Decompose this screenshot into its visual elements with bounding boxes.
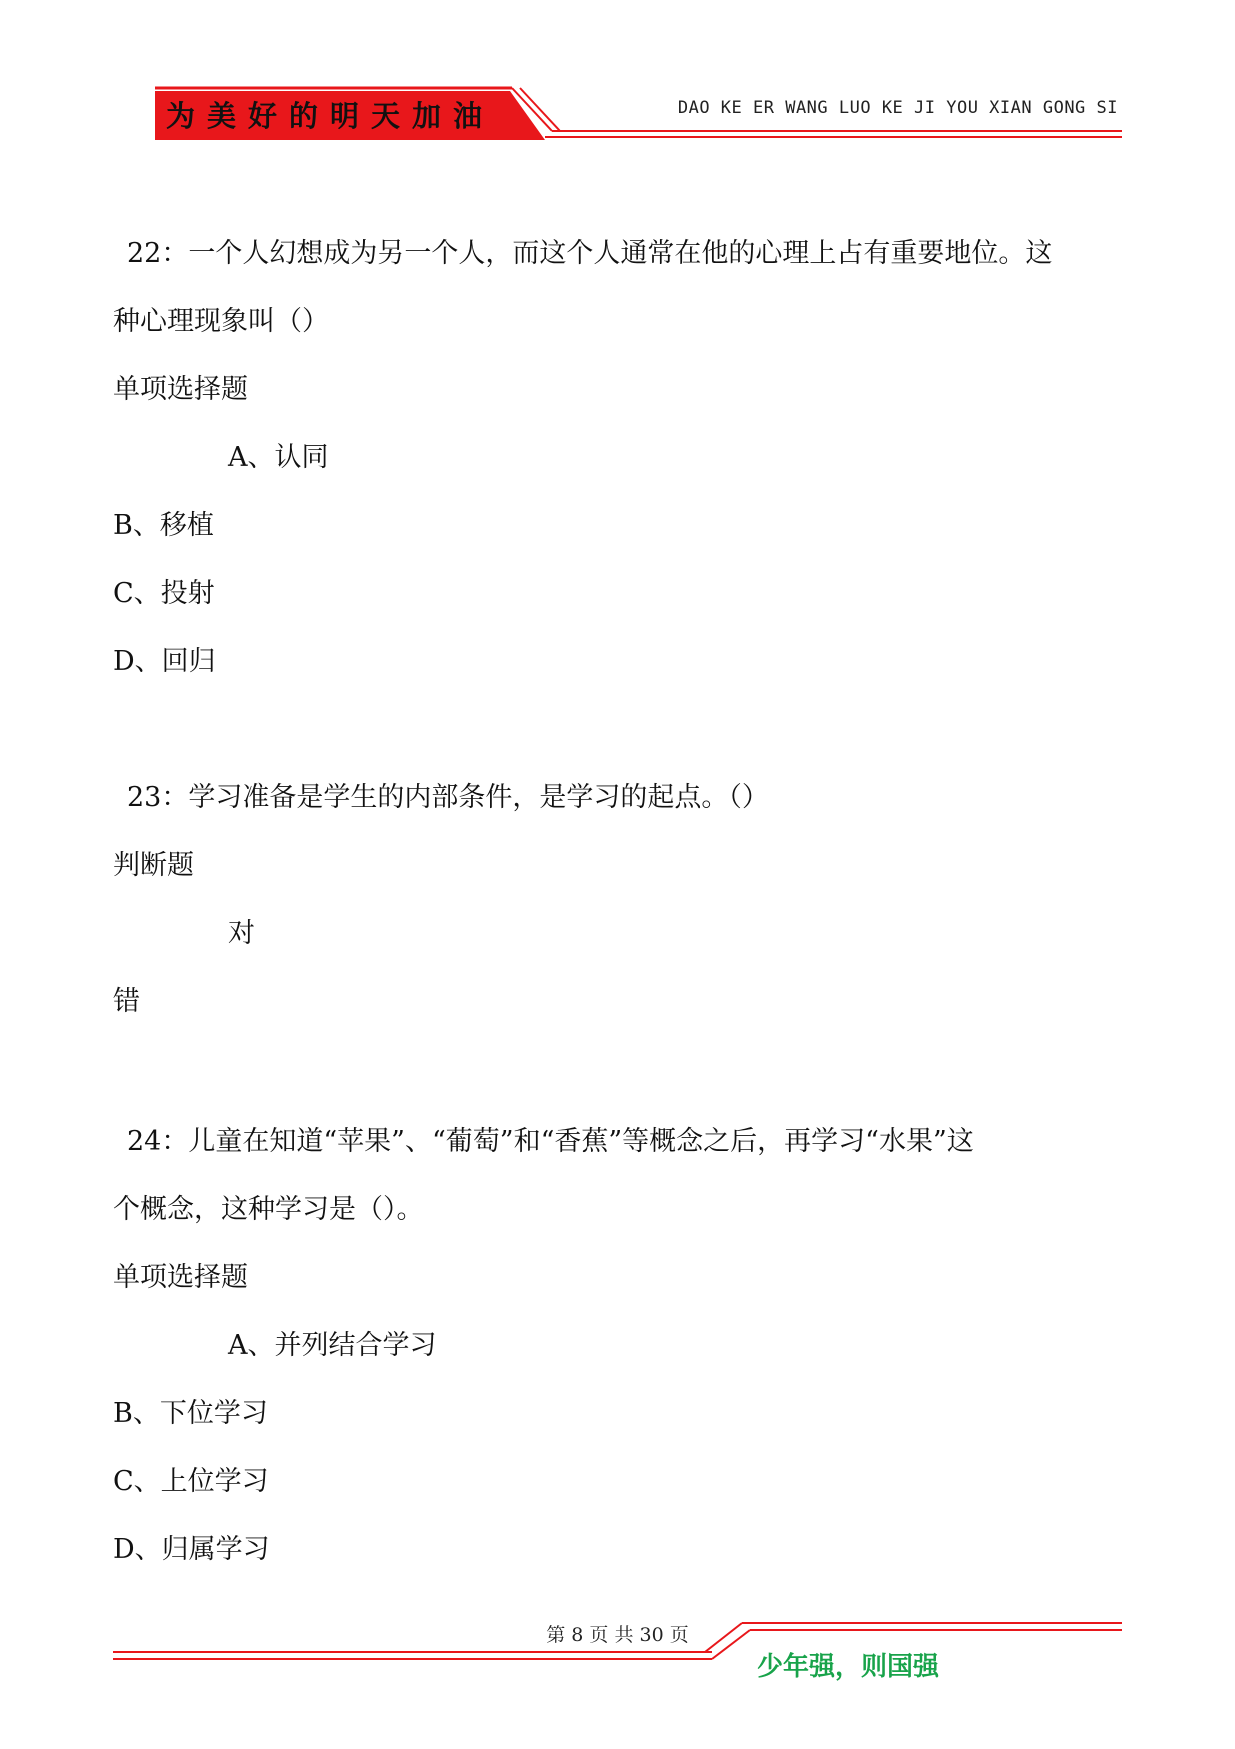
- question-23-option-false: 错: [113, 986, 140, 1017]
- page-number: 第 8 页 共 30 页: [546, 1624, 689, 1646]
- question-24-option-d: D、归属学习: [113, 1534, 270, 1565]
- question-23-option-true: 对: [228, 918, 255, 949]
- banner-slogan: 为美好的明天加油: [166, 99, 495, 133]
- question-24-option-b: B、下位学习: [113, 1398, 268, 1429]
- question-23-type: 判断题: [113, 850, 194, 881]
- question-22-option-b: B、移植: [113, 510, 214, 541]
- question-24-option-a: A、并列结合学习: [228, 1330, 437, 1361]
- question-23-stem-line1: 23：学习准备是学生的内部条件，是学习的起点。（）: [127, 782, 769, 813]
- header-banner-graphic: [0, 0, 1235, 160]
- question-24-type: 单项选择题: [113, 1262, 248, 1293]
- question-22-option-d: D、回归: [113, 646, 216, 677]
- question-22-option-c: C、投射: [113, 578, 215, 609]
- question-24-stem-line1: 24：儿童在知道“苹果”、“葡萄”和“香蕉”等概念之后，再学习“水果”这: [127, 1126, 974, 1157]
- question-24-stem-line2: 个概念，这种学习是（）。: [113, 1194, 424, 1225]
- question-22-type: 单项选择题: [113, 374, 248, 405]
- question-22-option-a: A、认同: [228, 442, 329, 473]
- company-name: DAO KE ER WANG LUO KE JI YOU XIAN GONG SI: [677, 98, 1118, 118]
- footer-slogan: 少年强，则国强: [757, 1652, 940, 1682]
- question-22-stem-line1: 22：一个人幻想成为另一个人，而这个人通常在他的心理上占有重要地位。这: [127, 238, 1053, 269]
- question-22-stem-line2: 种心理现象叫（）: [113, 306, 329, 337]
- question-24-option-c: C、上位学习: [113, 1466, 269, 1497]
